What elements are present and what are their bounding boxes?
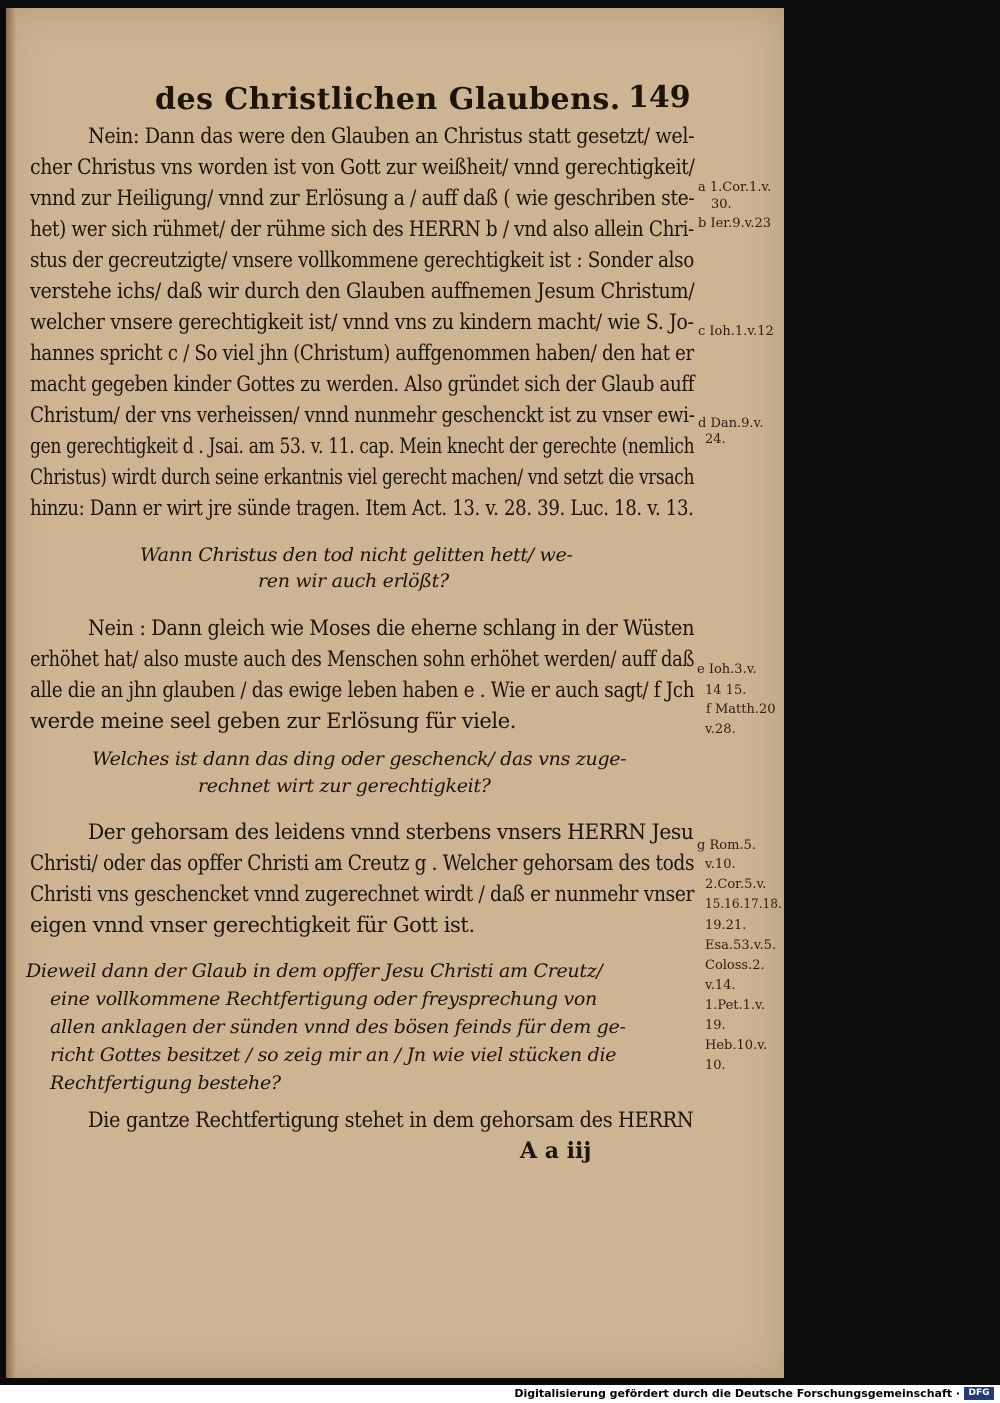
text-line: stus der gecreutzigte/ vnsere vollkommene gerechtigkeit ist : Sonder also [30, 248, 694, 272]
question-line: ren wir auch erlößt? [258, 570, 449, 592]
text-line: het) wer sich rühmet/ der rühme sich des HERRN b / vnd also allein Chri- [30, 217, 694, 241]
text-line: vnnd zur Heiligung/ vnnd zur Erlösung a / auff daß ( wie geschriben ste- [30, 186, 695, 210]
text-line: welcher vnsere gerechtigkeit ist/ vnnd vns zu kindern macht/ wie S. Jo- [30, 310, 694, 334]
text-line: Der gehorsam des leidens vnnd sterbens vnsers HERRN Jesu [88, 820, 694, 844]
text-line: verstehe ichs/ daß wir durch den Glauben auffnemen Jesum Christum/ [30, 279, 695, 303]
question-line: Wann Christus den tod nicht gelitten hett/ we- [140, 544, 573, 566]
margin-note: Esa.53.v.5. [705, 938, 777, 953]
question-line: eine vollkommene Rechtfertigung oder freysprechung von [50, 988, 597, 1010]
margin-note: 19.21. [705, 918, 747, 933]
text-line: Christi vns geschencket vnnd zugerechnet wirdt / daß er nunmehr vnser [30, 882, 695, 906]
question-line: Dieweil dann der Glaub in dem opffer Jesu Christi am Creutz/ [26, 960, 603, 982]
text-line: cher Christus vns worden ist von Gott zur weißheit/ vnnd gerechtigkeit/ [30, 155, 695, 179]
footer-bar [0, 1385, 1000, 1403]
question-line: Rechtfertigung bestehe? [50, 1072, 281, 1094]
margin-note: 15.16.17.18. [705, 897, 782, 912]
text-line: hannes spricht c / So viel jhn (Christum) auffgenommen haben/ den hat er [30, 341, 694, 365]
text-line: gen gerechtigkeit d . Jsai. am 53. v. 11. cap. Mein knecht der gerechte (nemlich [30, 434, 695, 458]
question-line: rechnet wirt zur gerechtigkeit? [198, 775, 491, 797]
margin-note: 14 15. [705, 683, 747, 698]
text-line: Nein : Dann gleich wie Moses die eherne schlang in der Wüsten [88, 616, 695, 640]
margin-note: g Rom.5. [697, 838, 756, 853]
margin-note: a 1.Cor.1.v. [698, 180, 772, 195]
text-line: macht gegeben kinder Gottes zu werden. Also gründet sich der Glaub auff [30, 372, 695, 396]
margin-note: Heb.10.v. [705, 1038, 768, 1053]
margin-note: v.14. [705, 978, 736, 993]
margin-note: f Matth.20 [706, 702, 776, 717]
page-edge-shadow [6, 8, 16, 1378]
text-line: alle die an jhn glauben / das ewige leben haben e . Wie er auch sagt/ f Jch [30, 678, 695, 702]
margin-note: b Ier.9.v.23 [698, 216, 772, 231]
margin-note: 1.Pet.1.v. [705, 998, 765, 1013]
signature-mark: A a iij [520, 1138, 592, 1164]
running-title: des Christlichen Glaubens. [155, 82, 621, 117]
question-line: Welches ist dann das ding oder geschenck/ das vns zuge- [92, 748, 627, 770]
margin-note: d Dan.9.v. [698, 416, 764, 431]
margin-note: c Ioh.1.v.12 [698, 324, 774, 339]
question-line: richt Gottes besitzet / so zeig mir an / Jn wie viel stücken die [50, 1044, 617, 1066]
text-line: Nein: Dann das were den Glauben an Christus statt gesetzt/ wel- [88, 124, 695, 148]
text-line: erhöhet hat/ also muste auch des Menschen sohn erhöhet werden/ auff daß [30, 647, 695, 671]
text-line: eigen vnnd vnser gerechtigkeit für Gott ist. [30, 913, 475, 937]
page-number: 149 [628, 80, 691, 115]
margin-note: 24. [705, 432, 726, 447]
text-line: Christi/ oder das opffer Christi am Creutz g . Welcher gehorsam des tods [30, 851, 695, 875]
funding-note: Digitalisierung gefördert durch die Deutsche Forschungsgemeinschaft · [514, 1387, 960, 1400]
margin-note: Coloss.2. [705, 958, 765, 973]
dfg-logo: DFG [964, 1387, 994, 1400]
text-line: Christum/ der vns verheissen/ vnnd nunmehr geschenckt ist zu vnser ewi- [30, 403, 695, 427]
text-line: Christus) wirdt durch seine erkantnis viel gerecht machen/ vnd setzt die vrsach [30, 465, 695, 489]
margin-note: 30. [711, 197, 732, 212]
question-line: allen anklagen der sünden vnnd des bösen feinds für dem ge- [50, 1016, 626, 1038]
margin-note: 10. [705, 1058, 726, 1073]
margin-note: v.28. [705, 722, 736, 737]
text-line: Die gantze Rechtfertigung stehet in dem gehorsam des HERRN [88, 1108, 694, 1132]
margin-note: v.10. [705, 857, 736, 872]
margin-note: e Ioh.3.v. [697, 662, 757, 677]
margin-note: 19. [705, 1018, 726, 1033]
text-line: hinzu: Dann er wirt jre sünde tragen. Item Act. 13. v. 28. 39. Luc. 18. v. 13. [30, 496, 694, 520]
margin-note: 2.Cor.5.v. [705, 877, 767, 892]
text-line: werde meine seel geben zur Erlösung für viele. [30, 709, 517, 733]
